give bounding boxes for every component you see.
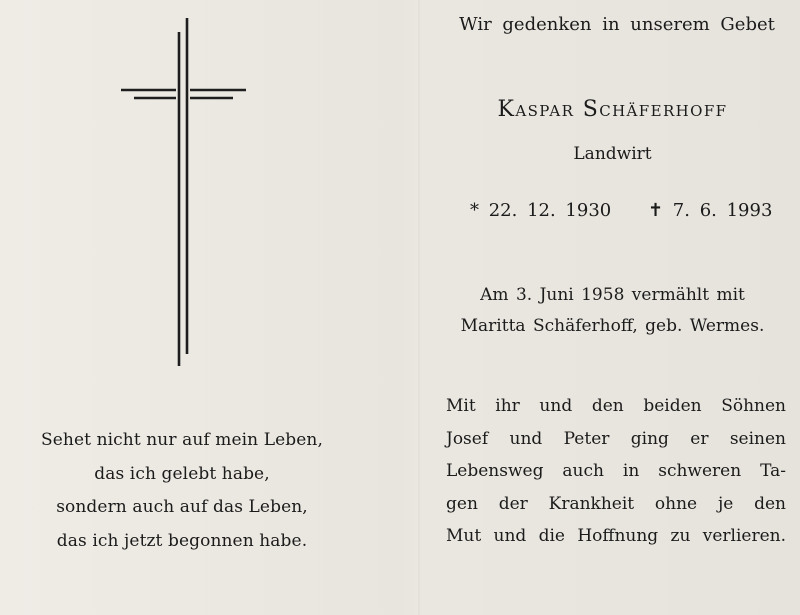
marriage-line: Am 3. Juni 1958 vermählt mit — [480, 285, 745, 305]
marriage-note — [440, 280, 785, 342]
marriage-line: Maritta Schäferhoff, geb. Wermes. — [460, 316, 765, 336]
bio-line: gen der Krankheit ohne je den — [446, 493, 786, 514]
biography — [446, 390, 786, 553]
deceased-name: Kaspar Schäferhoff — [497, 97, 728, 122]
death-date: ✝ 7. 6. 1993 — [648, 200, 773, 221]
profession: Landwirt — [573, 144, 652, 164]
birth-date: * 22. 12. 1930 — [470, 200, 612, 221]
memorial-verse — [0, 424, 364, 558]
bio-line: Lebensweg auch in schweren Ta- — [446, 461, 786, 481]
verse-line: sondern auch auf das Leben, — [56, 497, 308, 517]
bio-line: Josef und Peter ging er seinen — [446, 428, 786, 449]
verse-line: das ich gelebt habe, — [94, 463, 270, 484]
verse-line: das ich jetzt begonnen habe. — [56, 530, 308, 551]
intro-line: Wir gedenken in unserem Gebet — [459, 14, 775, 35]
bio-line: Mit ihr und den beiden Söhnen — [446, 396, 786, 416]
verse-line: Sehet nicht nur auf mein Leben, — [41, 430, 323, 450]
latin-cross-icon — [0, 0, 420, 400]
bio-line: Mut und die Hoffnung zu verlieren. — [446, 526, 786, 546]
